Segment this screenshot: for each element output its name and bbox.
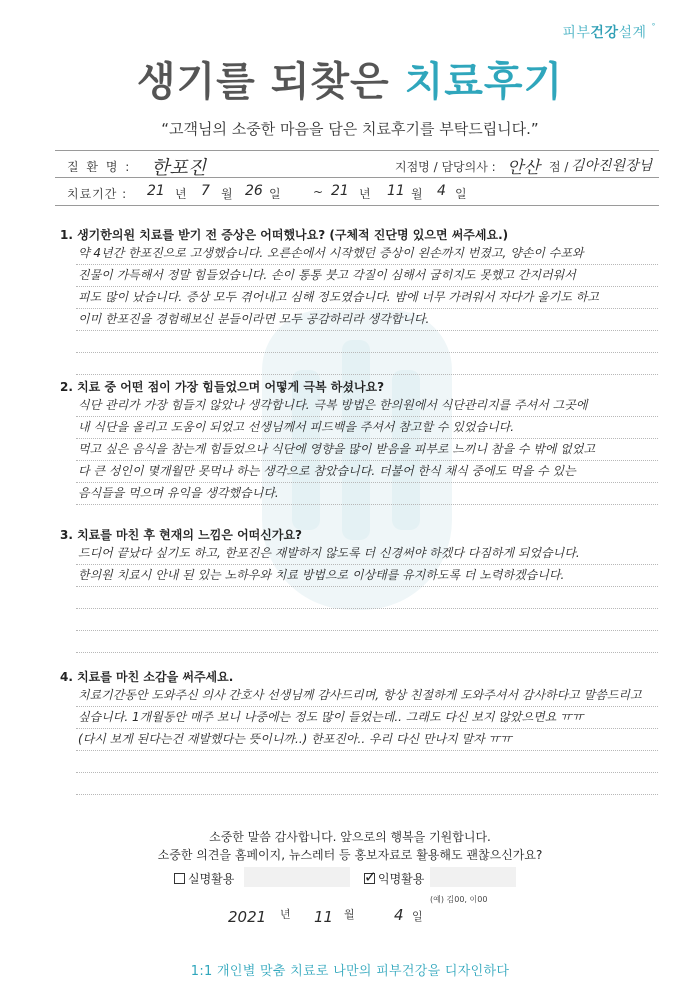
sign-month-unit: 월 <box>344 908 355 921</box>
disease-value: 한포진 <box>151 157 207 179</box>
branch-suffix: 점 / <box>549 160 569 174</box>
info-row-period <box>55 178 659 206</box>
question-1-label: 1. 생기한의원 치료를 받기 전 증상은 어떠했나요? (구체적 진단명 있으면 써주세요.) <box>60 228 509 242</box>
answer-line: 다 큰 성인이 몇개월만 못먹나 하는 생각으로 참았습니다. 더불어 한식 채식 중에도 먹을 수 있는 <box>78 464 576 478</box>
brand-prefix: 피부 <box>562 25 591 41</box>
ruled-line <box>76 652 658 653</box>
sign-day: 4 <box>394 906 404 924</box>
ruled-line <box>76 286 658 287</box>
sign-year: 2021 <box>228 908 267 926</box>
disease-label: 질 환 명 : <box>67 160 132 174</box>
example-text: (예) 김00, 이00 <box>430 895 488 904</box>
end-month: 11 <box>387 183 405 199</box>
answer-line: 드디어 끝났다 싶기도 하고, 한포진은 재발하지 않도록 더 신경써야 하겠다 다짐하게 되었습니다. <box>78 546 580 560</box>
start-year-unit: 년 <box>175 187 189 201</box>
question-3-label: 3. 치료를 마친 후 현재의 느낌은 어떠신가요? <box>60 528 303 542</box>
real-name-label: 실명활용 <box>188 872 235 886</box>
start-year: 21 <box>147 183 165 199</box>
sign-month: 11 <box>314 908 334 926</box>
answer-line: 이미 한포진을 경험해보신 분들이라면 모두 공감하리라 생각합니다. <box>78 312 430 326</box>
real-name-option[interactable] <box>174 870 234 887</box>
answer-line: 내 식단을 올리고 도움이 되었고 선생님께서 피드백을 주셔서 참고할 수 있었습니다. <box>78 420 515 434</box>
info-row-disease <box>55 150 659 178</box>
answer-line: 치료기간동안 도와주신 의사 간호사 선생님께 감사드리며, 항상 친절하게 도와주셔서 감사하다고 말씀드리고 <box>78 688 642 702</box>
check-mark-icon: ✓ <box>364 868 377 886</box>
answer-line: 한의원 치료시 안내 된 있는 노하우와 치료 방법으로 이상태를 유지하도록 더 노력하겠습니다. <box>78 568 565 582</box>
anonymous-name-input[interactable] <box>430 867 516 887</box>
answer-line: 식단 관리가 가장 힘들지 않았나 생각합니다. 극복 방법은 한의원에서 식단관리지를 주셔서 그곳에 <box>78 398 588 412</box>
brand-dot: ° <box>651 22 656 31</box>
ruled-line <box>76 750 658 751</box>
ruled-line <box>76 630 658 631</box>
ruled-line <box>76 728 658 729</box>
page-subtitle: “고객님의 소중한 마음을 담은 치료후기를 부탁드립니다.” <box>161 120 539 138</box>
bottom-slogan: 1:1 개인별 맞춤 치료로 나만의 피부건강을 디자인하다 <box>190 964 510 979</box>
question-4-label: 4. 치료를 마친 소감을 써주세요. <box>60 670 234 684</box>
end-year: 21 <box>331 183 349 199</box>
end-year-unit: 년 <box>359 187 373 201</box>
anonymous-option[interactable] <box>364 870 424 887</box>
answer-line: (다시 보게 된다는건 재발했다는 뜻이니까..) 한포진아.. 우리 다신 만나지 말자 ㅠㅠ <box>78 732 512 746</box>
answer-line: 싶습니다. 1개월동안 매주 보니 나중에는 정도 많이 들었는데.. 그래도 다신 보지 않았으면요 ㅠㅠ <box>78 710 584 724</box>
end-day: 4 <box>437 183 446 199</box>
ruled-line <box>76 352 658 353</box>
brand-logo <box>562 22 656 42</box>
name-input[interactable] <box>244 867 350 887</box>
ruled-line <box>76 794 658 795</box>
question-2-label: 2. 치료 중 어떤 점이 가장 힘들었으며 어떻게 극복 하셨나요? <box>60 380 385 394</box>
ruled-line <box>76 504 658 505</box>
consent-question: 소중한 의견을 홈페이지, 뉴스레터 등 홍보자료로 활용해도 괜찮으신가요? <box>157 848 543 862</box>
ruled-line <box>76 374 658 375</box>
ruled-line <box>76 308 658 309</box>
start-month: 7 <box>201 183 210 199</box>
answer-line: 진물이 가득해서 정말 힘들었습니다. 손이 통통 붓고 각질이 심해서 굽히지도 못했고 간지러워서 <box>78 268 576 282</box>
anonymous-label: 익명활용 <box>378 872 425 886</box>
ruled-line <box>76 706 658 707</box>
ruled-line <box>76 264 658 265</box>
ruled-line <box>76 608 658 609</box>
start-day: 26 <box>245 183 263 199</box>
sign-year-unit: 년 <box>280 908 291 921</box>
branch-value: 안산 <box>507 158 540 178</box>
real-name-checkbox[interactable] <box>174 873 185 884</box>
ruled-line <box>76 586 658 587</box>
thanks-text: 소중한 말씀 감사합니다. 앞으로의 행복을 기원합니다. <box>209 830 491 844</box>
brand-suffix: 설계 <box>618 25 647 41</box>
page-title <box>0 50 700 107</box>
branch-label: 지점명 / 담당의사 : <box>395 160 496 174</box>
ruled-line <box>76 416 658 417</box>
ruled-line <box>76 460 658 461</box>
doctor-value: 김아진원장님 <box>571 158 653 174</box>
start-day-unit: 일 <box>269 187 283 201</box>
sign-day-unit: 일 <box>412 910 423 923</box>
period-label: 치료기간 : <box>67 187 128 201</box>
title-main: 생기를 되찾은 <box>136 59 405 105</box>
brand-bold: 건강 <box>590 25 619 41</box>
title-accent: 치료후기 <box>404 59 564 105</box>
answer-line: 먹고 싶은 음식을 참는게 힘들었으나 식단에 영향을 많이 받음을 피부로 느끼니 참을 수 밖에 없었고 <box>78 442 596 456</box>
ruled-line <box>76 772 658 773</box>
signature-date <box>228 906 488 930</box>
answer-line: 피도 많이 났습니다. 증상 모두 겪어내고 심해 정도였습니다. 밤에 너무 가려워서 자다가 울기도 하고 <box>78 290 599 304</box>
end-month-unit: 월 <box>411 187 425 201</box>
ruled-line <box>76 482 658 483</box>
period-tilde: ~ <box>313 185 326 199</box>
ruled-line <box>76 564 658 565</box>
anonymous-checkbox[interactable] <box>364 868 377 886</box>
answer-line: 음식들을 먹으며 유익을 생각했습니다. <box>78 486 279 500</box>
ruled-line <box>76 330 658 331</box>
answer-line: 약 4년간 한포진으로 고생했습니다. 오른손에서 시작했던 증상이 왼손까지 번졌고, 양손이 수포와 <box>78 246 584 260</box>
ruled-line <box>76 438 658 439</box>
start-month-unit: 월 <box>221 187 235 201</box>
end-day-unit: 일 <box>455 187 469 201</box>
